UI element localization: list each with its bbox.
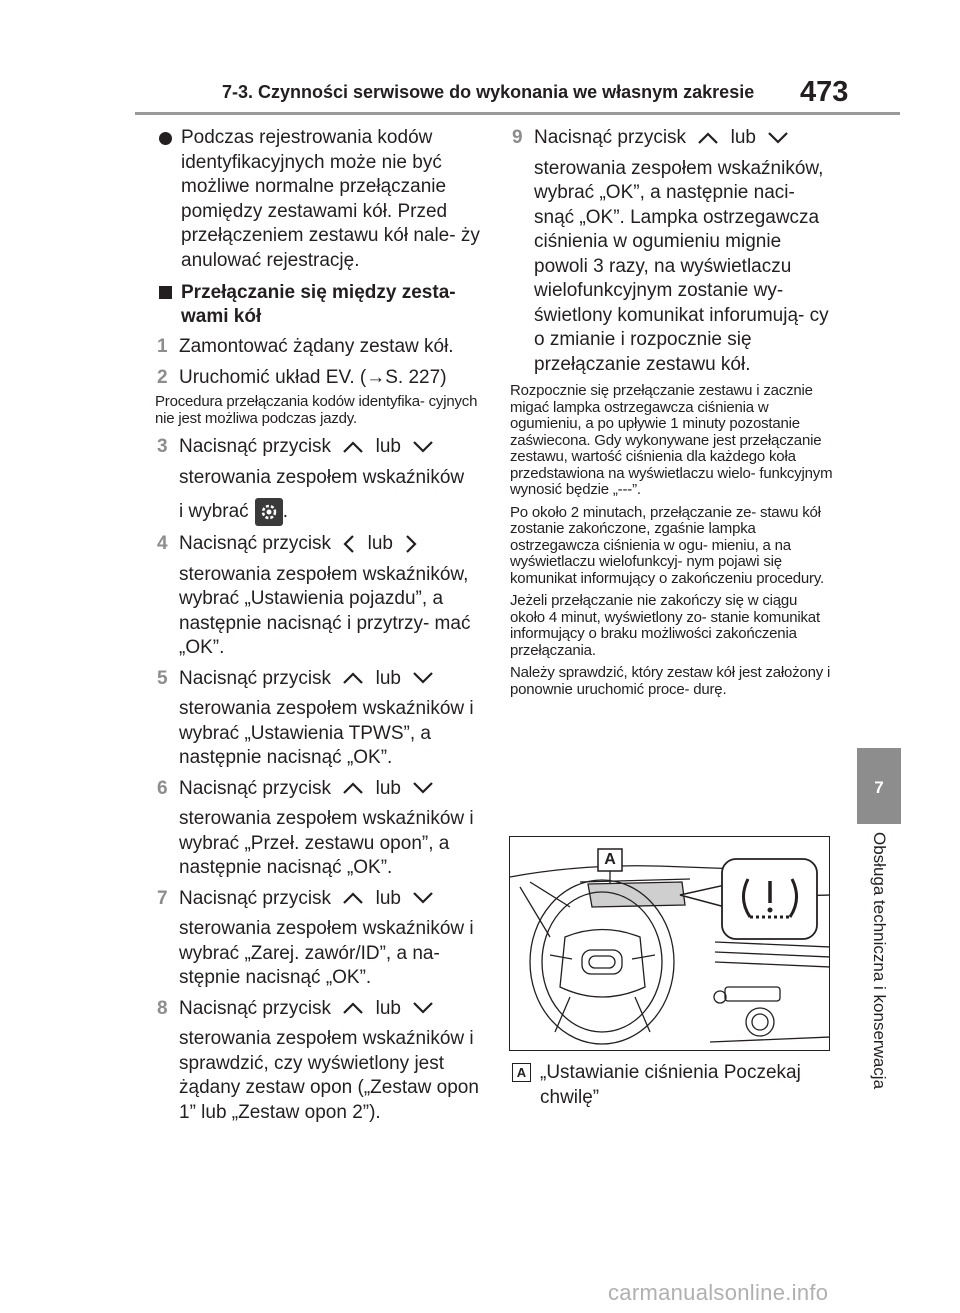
info-paragraph: Rozpocznie się przełączanie zestawu i zacznie migać lampka ostrzegawcza ciśnienia w ogumieniu, a po upływie 1 minuty pozostanie zaświecona. Gdy wykonywane jest przełączanie zestawu, wartość ciśnienia dla każdego koła przedstawiona na wyświetlaczu wielo- funkcyjnym wynosić będzie „---”. [510,382,833,498]
figure-caption [512,1061,832,1110]
section-heading-text: Przełączanie się między zesta- wami kół [181,282,456,327]
chevron-down-icon [412,781,434,795]
settings-gear-icon [255,498,283,526]
step-text: Nacisnąć przycisk [179,667,332,689]
step-text-or: lub [730,127,756,148]
right-column [510,120,835,698]
step-text: Nacisnąć przycisk [179,436,332,457]
caption-label: A [512,1063,531,1082]
left-column [155,120,480,1125]
step-text: Nacisnąć przycisk [534,127,687,148]
step-text-or: lub [375,777,401,799]
step-2 [155,366,480,391]
chevron-left-icon [342,534,356,554]
step-text: Nacisnąć przycisk [179,887,332,909]
step-5 [155,667,480,771]
info-paragraph: Po około 2 minutach, przełączanie ze- stawu kół zostanie zakończone, zgaśnie lampka ostrzegawcza ciśnienia w ogu- mieniu, a na wyświetlaczu wielofunkcyj- nym pojawi się komunikat informujący o zakończeniu procedury. [510,503,825,587]
figure-label-a: A [604,851,616,868]
step-number: 6 [157,777,168,799]
chapter-tab[interactable] [857,748,901,824]
chevron-right-icon [404,534,418,554]
step-number: 5 [157,667,168,689]
watermark: carmanualsonline.info [608,1280,829,1305]
step-text: sterowania zespołem wskaźników i sprawdzić, czy wyświetlony jest żądany zestaw opon („Zestaw opon 1” lub „Zestaw opon 2”). [179,1028,479,1123]
step-text-or: lub [367,533,393,554]
note-text: Procedura przełączania kodów identyfika- cyjnych nie jest możliwa podczas jazdy. [155,393,478,427]
chevron-down-icon [412,440,434,454]
step-number: 8 [157,997,168,1019]
caption-text: „Ustawianie ciśnienia Poczekaj chwilę” [540,1062,801,1108]
step-9 [510,126,835,377]
step-text: Nacisnąć przycisk [179,533,332,554]
page-number: 473 [800,76,849,108]
dashboard-illustration [509,836,830,1051]
step-6 [155,777,480,881]
step-number: 3 [157,436,168,457]
bullet-note [155,126,480,273]
info-paragraph: Należy sprawdzić, który zestaw kół jest założony i ponownie uruchomić proce- durę. [510,664,831,698]
step-text-or: lub [375,997,401,1019]
step-text: . [282,501,288,523]
square-bullet-icon [159,286,172,299]
chevron-down-icon [412,891,434,905]
chevron-up-icon [342,891,364,905]
step-number: 2 [157,366,168,388]
step-text: sterowania zespołem wskaźników i wybrać „Ustawienia TPWS”, a następnie nacisnąć „OK”. [179,698,474,768]
step-text: sterowania zespołem wskaźników, wybrać „Ustawienia pojazdu”, a następnie nacisnąć i przytrzy- mać „OK”. [179,563,471,658]
step-text-or: lub [375,887,401,909]
chevron-up-icon [342,440,364,454]
step-text: Nacisnąć przycisk [179,777,332,799]
step-text: sterowania zespołem wskaźników i wybrać „Zarej. zawór/ID”, a na- stępnie nacisnąć „OK”. [179,918,474,988]
step-number: 4 [157,533,168,554]
step-number: 7 [157,887,168,909]
bullet-dot-icon [159,132,172,145]
header-rule [135,112,900,115]
dashboard-drawing [510,837,830,1051]
chevron-down-icon [412,1001,434,1015]
chevron-down-icon [767,131,789,145]
step-number: 9 [512,127,523,148]
step-text-or: lub [375,667,401,689]
step-7 [155,887,480,991]
step-4 [155,532,480,661]
step-text: i wybrać [179,501,249,523]
chevron-up-icon [342,781,364,795]
step-1 [155,335,480,360]
chevron-up-icon [697,131,719,145]
step-text: Uruchomić układ EV. (→S. 227) [179,366,447,388]
step-text: Nacisnąć przycisk [179,997,332,1019]
info-paragraph: Jeżeli przełączanie nie zakończy się w ciągu około 4 minut, wyświetlony zo- stanie komunikat informujący o braku możliwości zakończenia przełączania. [510,592,820,659]
chevron-up-icon [342,671,364,685]
step-text: sterowania zespołem wskaźników i wybrać „Przeł. zestawu opon”, a następnie nacisnąć „OK”. [179,808,474,878]
chapter-label-text: Obsługa techniczna i konserwacja [870,832,889,1090]
step-number: 1 [157,336,168,357]
chevron-up-icon [342,1001,364,1015]
step-text: Zamontować żądany zestaw kół. [179,336,454,357]
step-3 [155,435,480,526]
section-heading [155,281,480,329]
chapter-number: 7 [874,778,884,797]
step-text: sterowania zespołem wskaźników, wybrać „OK”, a następnie naci- snąć „OK”. Lampka ostrzegawcza ciśnienia w ogumieniu mignie powoli 3 razy, na wyświetlaczu wielofunkcyjnym zostanie wy- świetlony komunikat inforumują- cy o zmianie i rozpocznie się przełączanie zestawu kół. [534,157,829,375]
step-text: sterowania zespołem wskaźników [179,466,465,488]
chapter-label [870,832,899,1132]
chevron-down-icon [412,671,434,685]
step-text-or: lub [375,436,401,457]
step-8 [155,997,480,1126]
bullet-text: Podczas rejestrowania kodów identyfikacyjnych może nie być możliwe normalne przełączanie pomiędzy zestawami kół. Przed przełączeniem zestawu kół nale- ży anulować rejestrację. [181,127,480,271]
header-title: 7-3. Czynności serwisowe do wykonania we własnym zakresie [222,82,755,102]
